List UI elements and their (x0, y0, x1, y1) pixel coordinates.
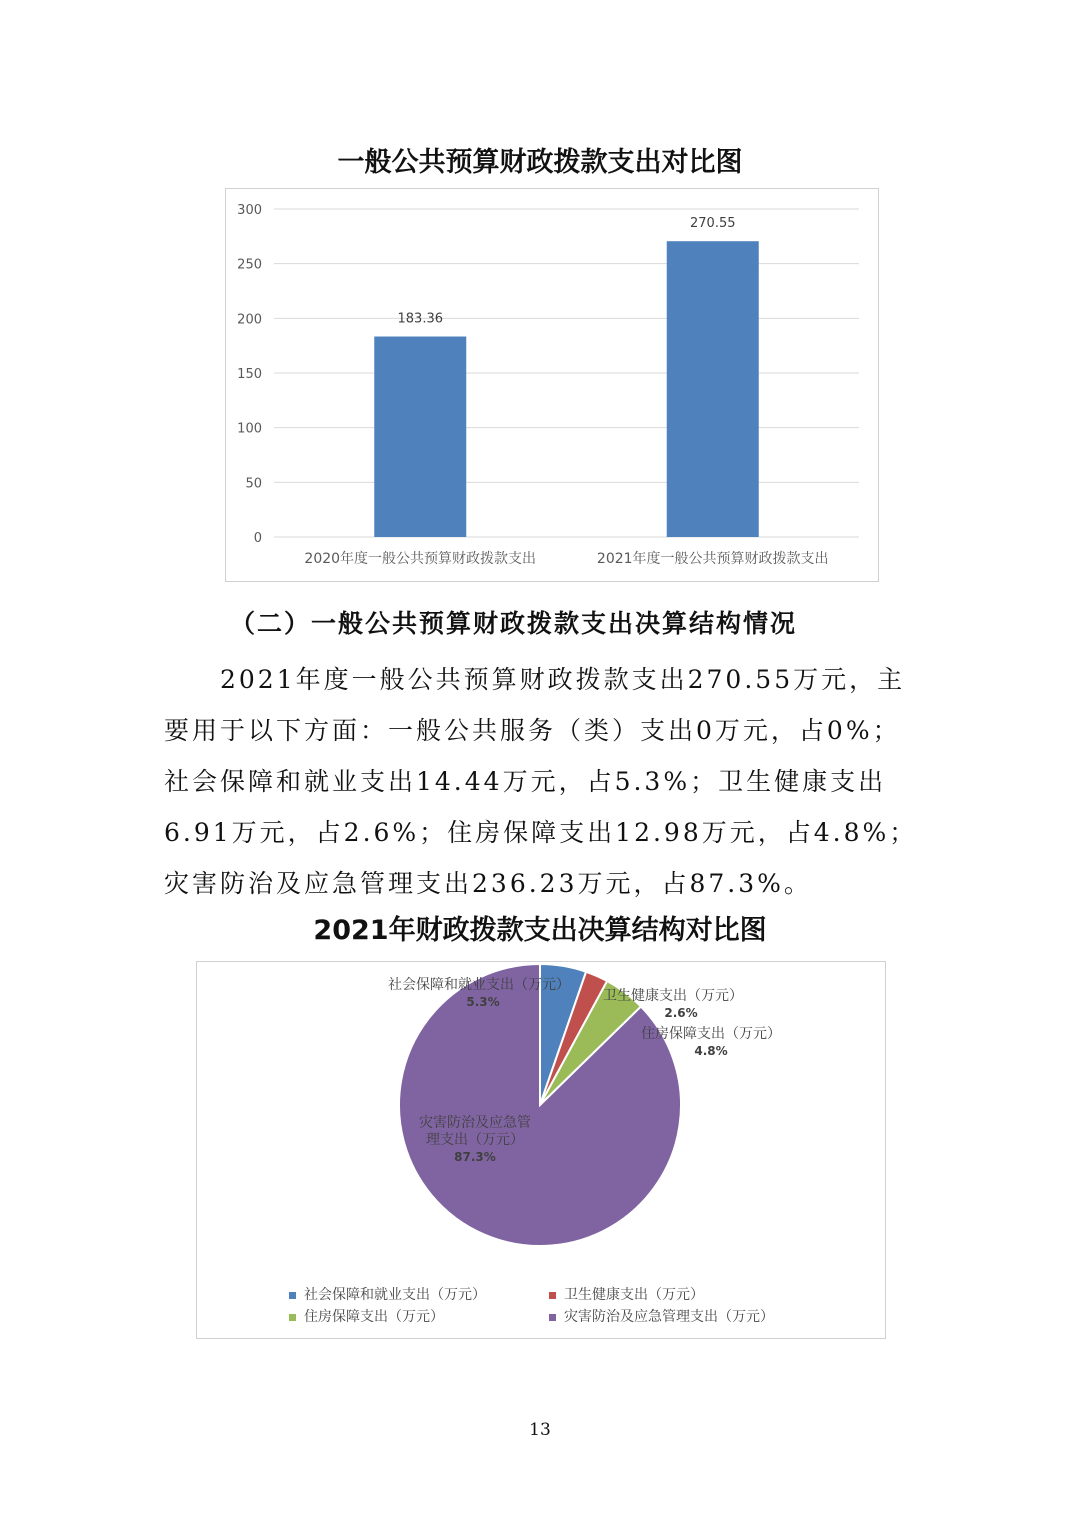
x-tick-label: 2020年度一般公共预算财政拨款支出 (304, 551, 537, 567)
legend-label: 住房保障支出（万元） (304, 1309, 444, 1325)
bar-value-label: 183.36 (397, 311, 443, 327)
y-tick-label: 50 (245, 476, 262, 492)
slice-label-disaster-line2: 理支出（万元） (426, 1132, 524, 1148)
slice-label-health: 卫生健康支出（万元） (603, 988, 743, 1004)
legend-item-health (549, 1284, 704, 1304)
legend-swatch (549, 1292, 556, 1299)
pie-chart (196, 961, 886, 1339)
bar (374, 337, 466, 537)
paragraph-text: 2021年度一般公共预算财政拨款支出270.55万元，主要用于以下方面：一般公共服务（类）支出0万元，占0%；社会保障和就业支出14.44万元，占5.3%；卫生健康支出6.91万元，占2.6%；住房保障支出12.98万元，占4.8%；灾害防治及应急管理支出236.23万元，占87.3%。 (164, 665, 918, 898)
slice-label-social: 社会保障和就业支出（万元） (388, 977, 570, 993)
bar-chart-title: 一般公共预算财政拨款支出对比图 (337, 147, 743, 178)
slice-percent-disaster: 87.3% (454, 1150, 496, 1164)
legend-label: 社会保障和就业支出（万元） (304, 1287, 486, 1303)
slice-label-disaster-line1: 灾害防治及应急管 (419, 1115, 531, 1131)
slice-percent-housing: 4.8% (694, 1044, 728, 1058)
section-heading: （二）一般公共预算财政拨款支出决算结构情况 (230, 609, 798, 638)
y-tick-label: 200 (237, 312, 262, 328)
y-tick-label: 150 (237, 367, 262, 382)
x-tick-label: 2021年度一般公共预算财政拨款支出 (596, 551, 829, 567)
pie-chart-svg (197, 962, 885, 1338)
bar-chart-svg (226, 189, 878, 581)
bar-chart (225, 188, 879, 582)
legend-item-housing (289, 1306, 444, 1326)
slice-percent-social: 5.3% (466, 995, 500, 1009)
y-tick-label: 0 (253, 531, 262, 546)
slice-percent-health: 2.6% (664, 1006, 698, 1020)
pie-chart-title: 2021年财政拨款支出决算结构对比图 (313, 915, 767, 946)
legend-label: 卫生健康支出（万元） (564, 1287, 704, 1303)
legend-swatch (289, 1292, 296, 1299)
bar-value-label: 270.55 (690, 216, 736, 232)
page-number: 13 (529, 1420, 551, 1440)
legend-swatch (549, 1314, 556, 1321)
legend-item-social (289, 1284, 486, 1304)
y-tick-label: 100 (237, 421, 262, 437)
legend-label: 灾害防治及应急管理支出（万元） (564, 1309, 774, 1325)
legend-swatch (289, 1314, 296, 1321)
y-tick-label: 300 (237, 203, 262, 218)
section-paragraph (164, 654, 920, 909)
slice-label-housing: 住房保障支出（万元） (641, 1026, 781, 1042)
bar (667, 241, 759, 537)
legend-item-disaster (549, 1306, 774, 1326)
y-tick-label: 250 (237, 257, 262, 273)
